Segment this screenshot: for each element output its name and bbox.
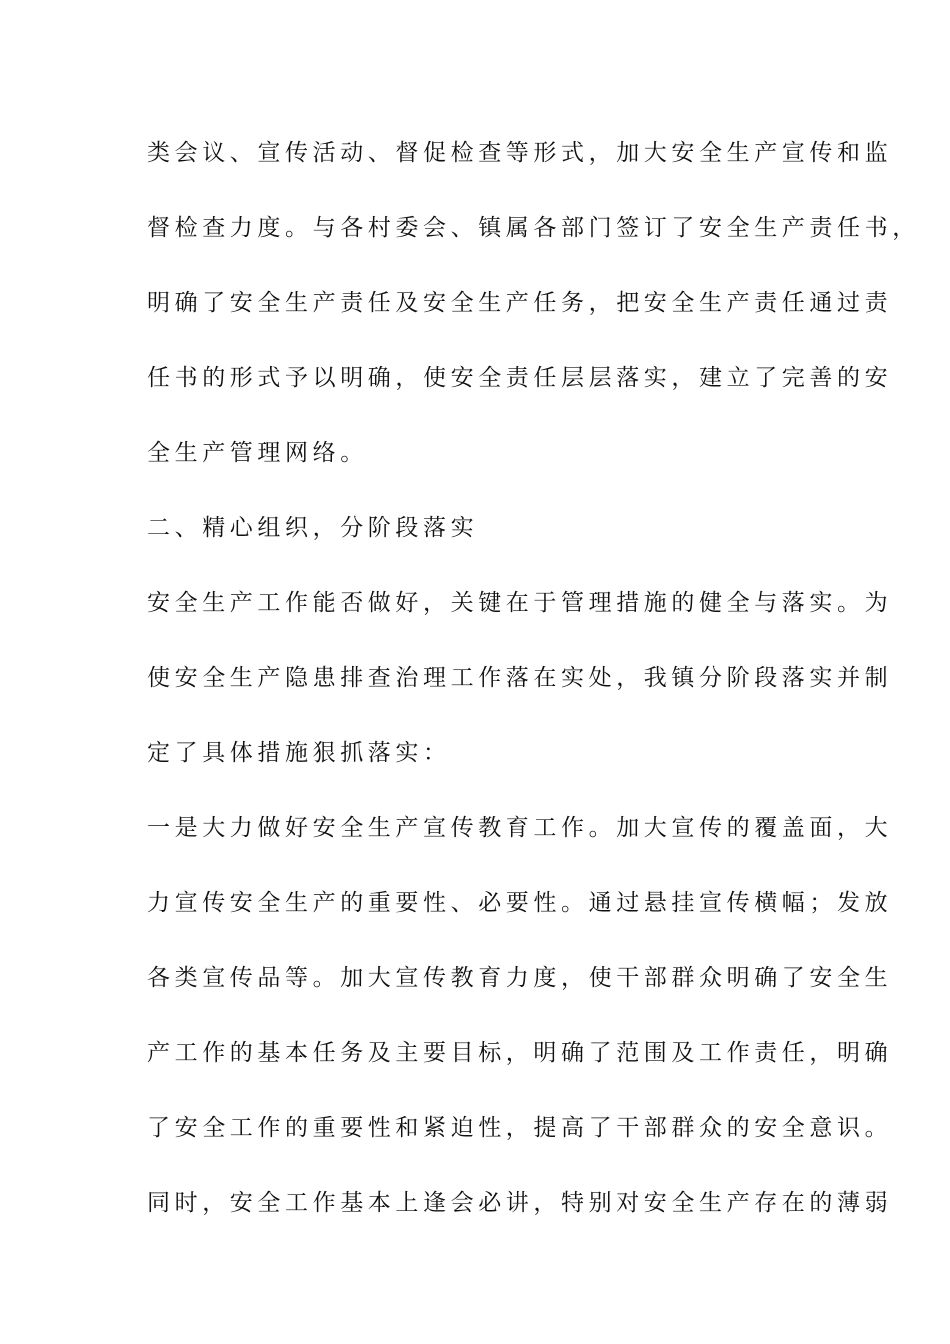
text-line: 任书的形式予以明确，使安全责任层层落实，建立了完善的安 [147,365,893,391]
text-line: 力宣传安全生产的重要性、必要性。通过悬挂宣传横幅；发放 [147,890,893,916]
text-line: 安全生产工作能否做好，关键在于管理措施的健全与落实。为 [147,590,893,616]
text-line: 一是大力做好安全生产宣传教育工作。加大宣传的覆盖面，大 [147,815,893,841]
section-heading: 二、精心组织，分阶段落实 [147,515,479,541]
text-line: 使安全生产隐患排查治理工作落在实处，我镇分阶段落实并制 [147,665,893,691]
text-line: 督检查力度。与各村委会、镇属各部门签订了安全生产责任书， [147,215,920,241]
text-line: 明确了安全生产责任及安全生产任务，把安全生产责任通过责 [147,290,893,316]
text-line: 同时，安全工作基本上逢会必讲，特别对安全生产存在的薄弱 [147,1190,893,1216]
text-line: 全生产管理网络。 [147,440,368,466]
text-line: 了安全工作的重要性和紧迫性，提高了干部群众的安全意识。 [147,1115,893,1141]
text-line: 各类宣传品等。加大宣传教育力度，使干部群众明确了安全生 [147,965,893,991]
text-line: 定了具体措施狠抓落实： [147,740,451,766]
document-body [147,132,920,1257]
text-line: 产工作的基本任务及主要目标，明确了范围及工作责任，明确 [147,1040,893,1066]
text-line: 类会议、宣传活动、督促检查等形式，加大安全生产宣传和监 [147,140,893,166]
